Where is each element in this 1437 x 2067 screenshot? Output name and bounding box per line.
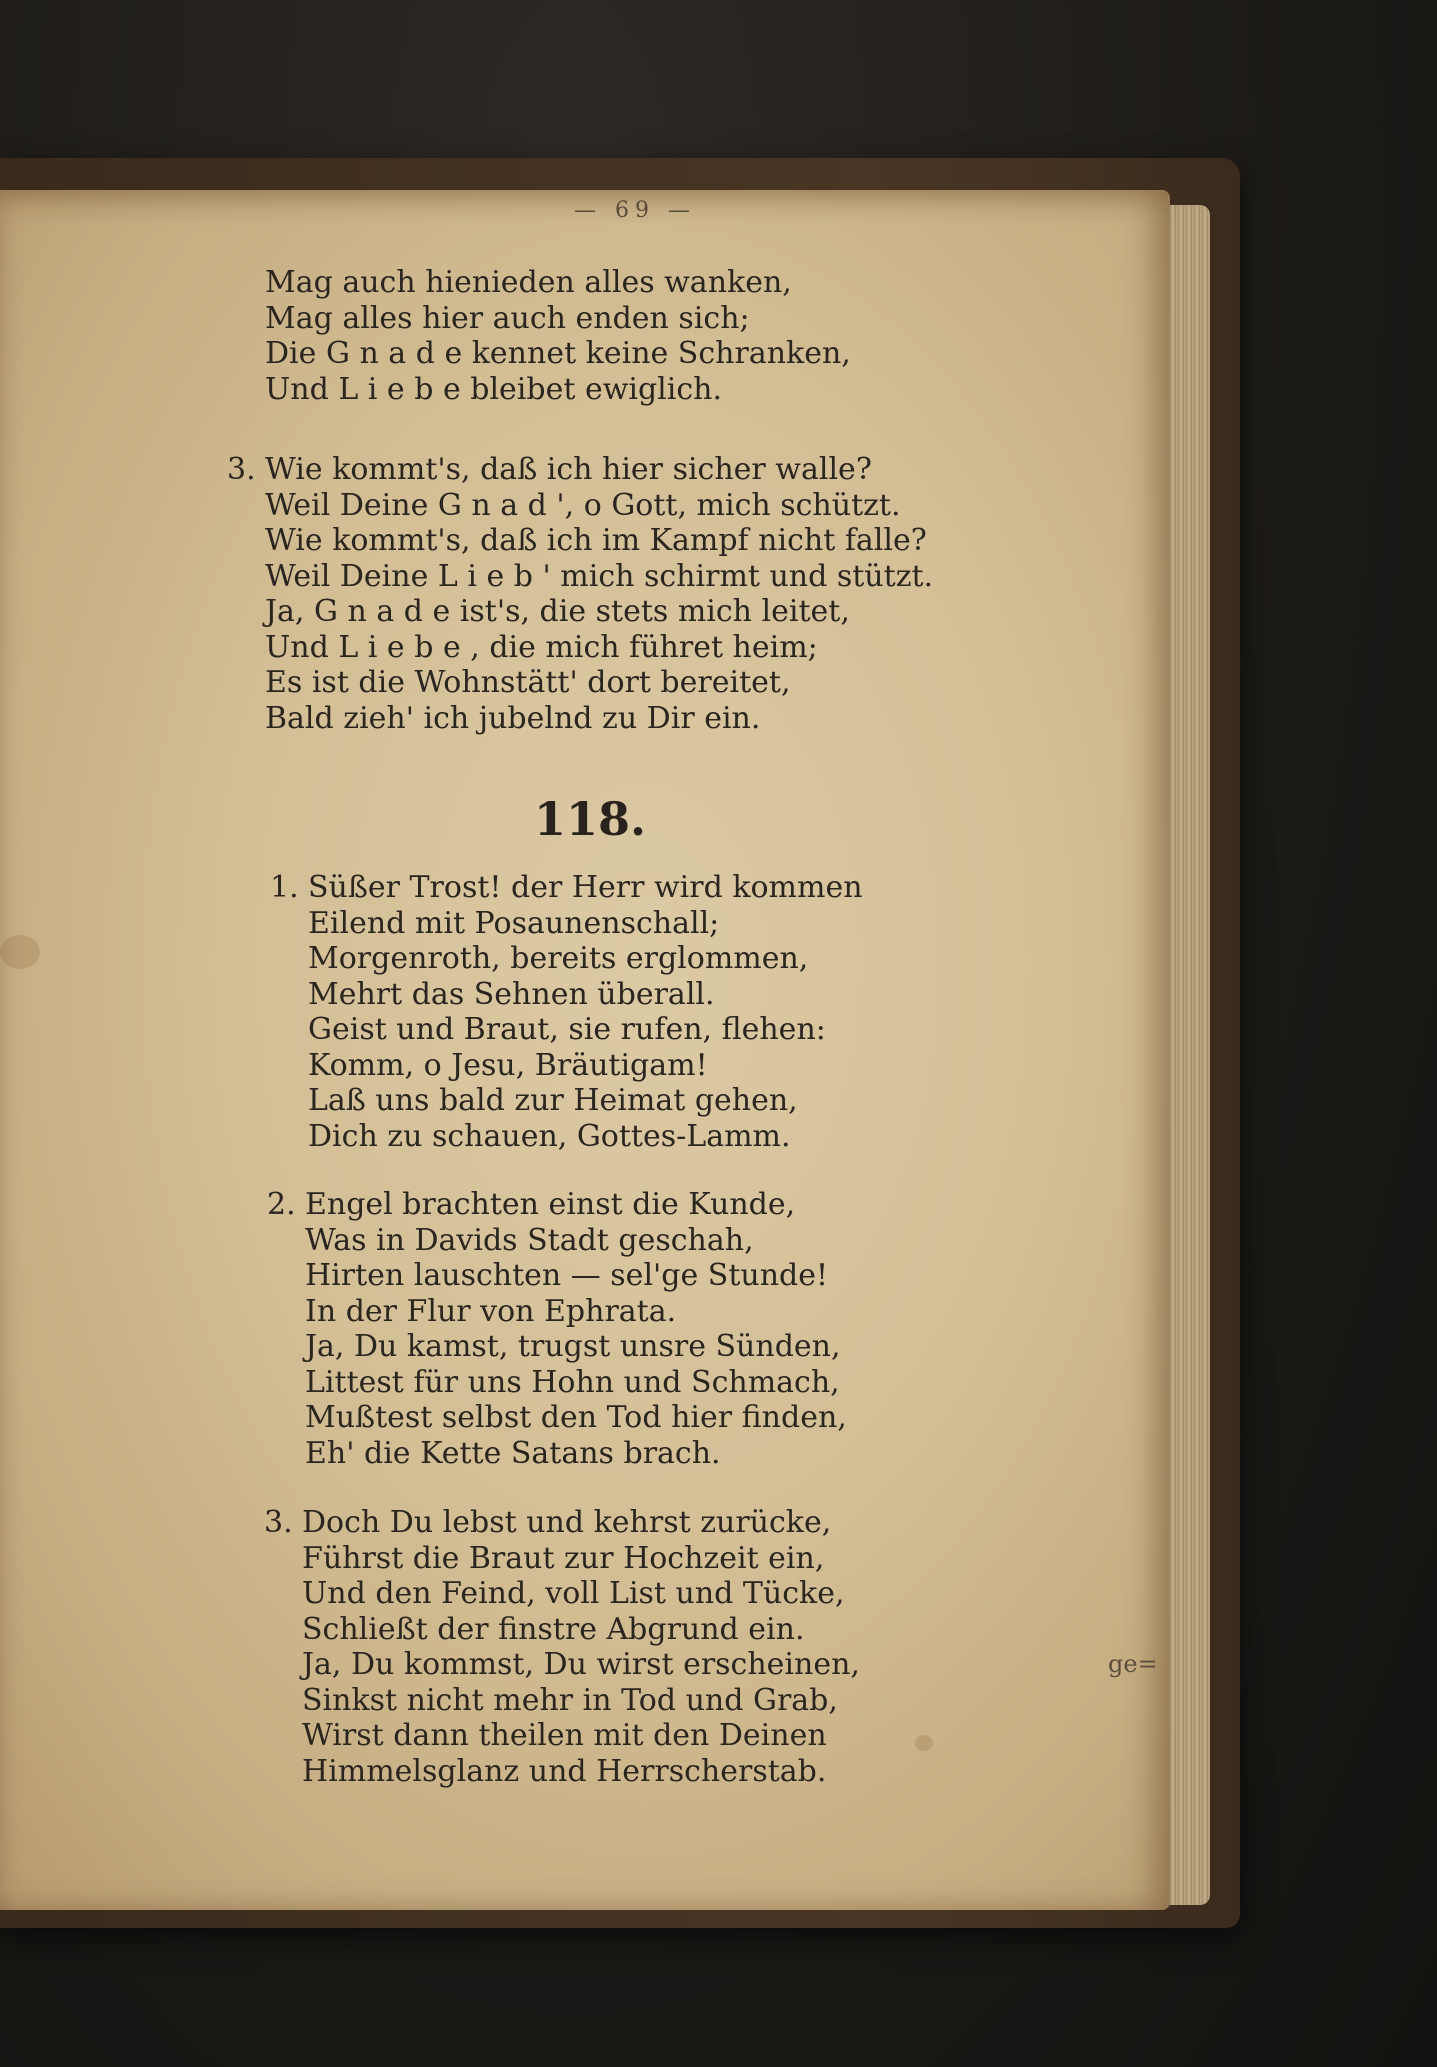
top-stanza	[265, 265, 851, 407]
stanza-number: 3.	[264, 1505, 293, 1540]
hymn-118-stanza-1	[270, 870, 863, 1154]
hymn-118-stanza-2	[267, 1187, 847, 1471]
verse-line: Ja, Du kommst, Du wirst erscheinen,	[302, 1647, 860, 1682]
stanza-number: 2.	[267, 1187, 296, 1222]
stanza-number: 1.	[270, 870, 299, 905]
verse-line: Bald zieh' ich jubelnd zu Dir ein.	[265, 700, 761, 736]
page-number: — 69 —	[574, 198, 696, 223]
verse-line: Was in Davids Stadt geschah,	[305, 1222, 754, 1258]
verse-line: Eilend mit Posaunenschall;	[308, 905, 720, 941]
verse-line: Mußtest selbst den Tod hier finden,	[305, 1400, 847, 1435]
verse-line: Mag auch hienieden alles wanken,	[265, 265, 792, 300]
stain	[915, 1735, 933, 1751]
verse-line: Dich zu schauen, Gottes-Lamm.	[308, 1118, 791, 1154]
verse-line: Doch Du lebst und kehrst zurücke,	[302, 1505, 832, 1540]
verse-line: Und L i e b e , die mich führet heim;	[265, 629, 818, 665]
verse-line: Himmelsglanz und Herrscherstab.	[302, 1753, 827, 1789]
verse-line: Laß uns bald zur Heimat gehen,	[308, 1083, 798, 1118]
verse-line: Es ist die Wohnstätt' dort bereitet,	[265, 665, 791, 700]
verse-line: Morgenroth, bereits erglommen,	[308, 941, 809, 976]
verse-line: Weil Deine G n a d ', o Gott, mich schützt.	[265, 487, 901, 523]
verse-line: Hirten lauschten — sel'ge Stunde!	[305, 1258, 829, 1293]
verse-line: Sinkst nicht mehr in Tod und Grab,	[302, 1682, 838, 1718]
verse-line: Mehrt das Sehnen überall.	[308, 976, 715, 1012]
verse-line: Engel brachten einst die Kunde,	[305, 1187, 796, 1222]
verse-line: In der Flur von Ephrata.	[305, 1293, 677, 1329]
verse-line: Wie kommt's, daß ich im Kampf nicht falle?	[265, 523, 927, 558]
verse-line: Littest für uns Hohn und Schmach,	[305, 1364, 840, 1400]
margin-note: ge=	[1108, 1650, 1158, 1678]
verse-line: Und den Feind, voll List und Tücke,	[302, 1576, 845, 1611]
verse-line: Mag alles hier auch enden sich;	[265, 300, 750, 336]
stanza-number: 3.	[227, 452, 256, 487]
stain	[0, 935, 40, 969]
verse-line: Komm, o Jesu, Bräutigam!	[308, 1047, 708, 1083]
verse-line: Eh' die Kette Satans brach.	[305, 1435, 721, 1471]
verse-line: Süßer Trost! der Herr wird kommen	[308, 870, 863, 905]
verse-line: Führst die Braut zur Hochzeit ein,	[302, 1540, 825, 1576]
verse-line: Weil Deine L i e b ' mich schirmt und stützt.	[265, 558, 934, 594]
verse-line: Die G n a d e kennet keine Schranken,	[265, 336, 851, 371]
verse-line: Ja, Du kamst, trugst unsre Sünden,	[305, 1329, 841, 1364]
verse-line: Schließt der finstre Abgrund ein.	[302, 1611, 805, 1647]
verse-line: Ja, G n a d e ist's, die stets mich leitet,	[265, 594, 850, 629]
verse-line: Wirst dann theilen mit den Deinen	[302, 1718, 827, 1753]
verse-line: Wie kommt's, daß ich hier sicher walle?	[265, 452, 872, 487]
verse-line: Und L i e b e bleibet ewiglich.	[265, 371, 723, 407]
hymn-118-stanza-3	[264, 1505, 860, 1789]
hymn-number: 118.	[533, 792, 647, 846]
verse-line: Geist und Braut, sie rufen, flehen:	[308, 1012, 826, 1047]
stanza-3-previous-hymn	[227, 452, 934, 736]
